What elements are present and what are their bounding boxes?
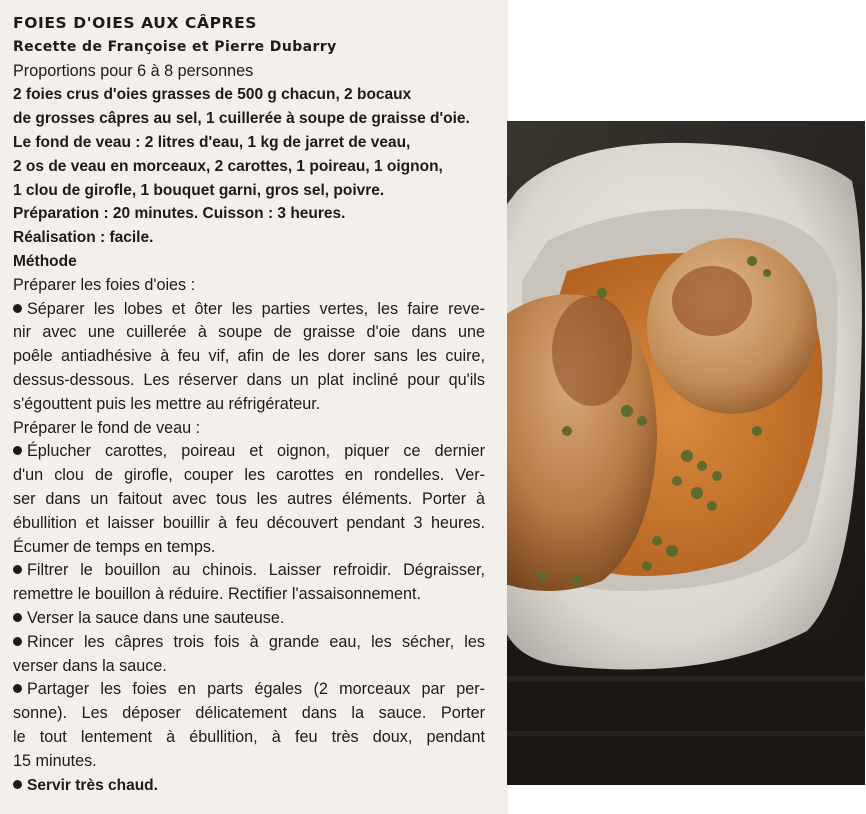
ingredients-line: 1 clou de girofle, 1 bouquet garni, gros sel, poivre. [13,181,385,199]
step4-line [13,607,485,631]
step2-line: ébullition et laisser bouillir à feu découvert pendant 3 heures. [13,513,485,532]
step1-line: poêle antiadhésive à feu vif, afin de les dorer sans les cuire, [13,347,485,366]
step6-line: sonne). Les déposer délicatement dans la sauce. Porter [13,704,485,723]
step2-line-text: Éplucher carottes, poireau et oignon, piquer ce dernier [27,442,485,461]
step3-line-text: Filtrer le bouillon au chinois. Laisser refroidir. Dégraisser, [27,561,485,580]
step1-line: dessus-dessous. Les réserver dans un plat incliné pour qu'ils [13,370,485,389]
preparation-time: Préparation : 20 minutes. Cuisson : 3 heures. [13,205,346,223]
step1-line [13,298,485,322]
step6-line: 15 minutes. [13,751,97,770]
step1-heading: Préparer les foies d'oies : [13,275,196,294]
step2-line: ser dans un faitout avec tous les autres éléments. Porter à [13,489,485,508]
step5-line [13,631,485,655]
bullet-icon [13,780,22,789]
bullet-icon [13,684,22,693]
dish-photo-illustration [507,121,865,785]
bullet-icon [13,446,22,455]
methode-heading: Méthode [13,252,77,270]
step4-line-text: Verser la sauce dans une sauteuse. [27,608,285,627]
step1-line: s'égouttent puis les mettre au réfrigérateur. [13,394,321,413]
recipe-title: FOIES D'OIES AUX CÂPRES [13,14,258,32]
step6-line-text: Partager les foies en parts égales (2 morceaux par per- [27,680,485,699]
step7-line [13,774,158,798]
step1-line-text: Séparer les lobes et ôter les parties vertes, les faire reve- [27,299,485,318]
ingredients-line: de grosses câpres au sel, 1 cuillerée à soupe de graisse d'oie. [13,110,470,128]
recipe-proportions: Proportions pour 6 à 8 personnes [13,61,254,80]
bullet-icon [13,637,22,646]
step2-line [13,440,485,464]
ingredients-line: Le fond de veau : 2 litres d'eau, 1 kg de jarret de veau, [13,133,411,151]
step1-line: nir avec une cuillerée à soupe de graisse d'oie dans une [13,323,485,342]
step2-heading: Préparer le fond de veau : [13,418,201,437]
step3-line [13,559,485,583]
step6-line: le tout lentement à ébullition, à feu très doux, pendant [13,727,485,746]
step5-line: verser dans la sauce. [13,656,167,675]
bullet-icon [13,613,22,622]
step3-line: remettre le bouillon à réduire. Rectifier l'assaisonnement. [13,585,421,604]
bullet-icon [13,304,22,313]
recipe-authors: Recette de Françoise et Pierre Dubarry [13,38,337,55]
step2-line: d'un clou de girofle, couper les carottes en rondelles. Ver- [13,466,485,485]
difficulty: Réalisation : facile. [13,229,154,247]
ingredients-line: 2 foies crus d'oies grasses de 500 g chacun, 2 bocaux [13,86,412,104]
bullet-icon [13,565,22,574]
step7-line-text: Servir très chaud. [27,776,158,794]
recipe-text-column [13,12,485,797]
dish-photo [507,121,865,785]
ingredients-line: 2 os de veau en morceaux, 2 carottes, 1 poireau, 1 oignon, [13,157,443,175]
step6-line [13,678,485,702]
step5-line-text: Rincer les câpres trois fois à grande eau, les sécher, les [27,632,485,651]
step2-line: Écumer de temps en temps. [13,537,216,556]
